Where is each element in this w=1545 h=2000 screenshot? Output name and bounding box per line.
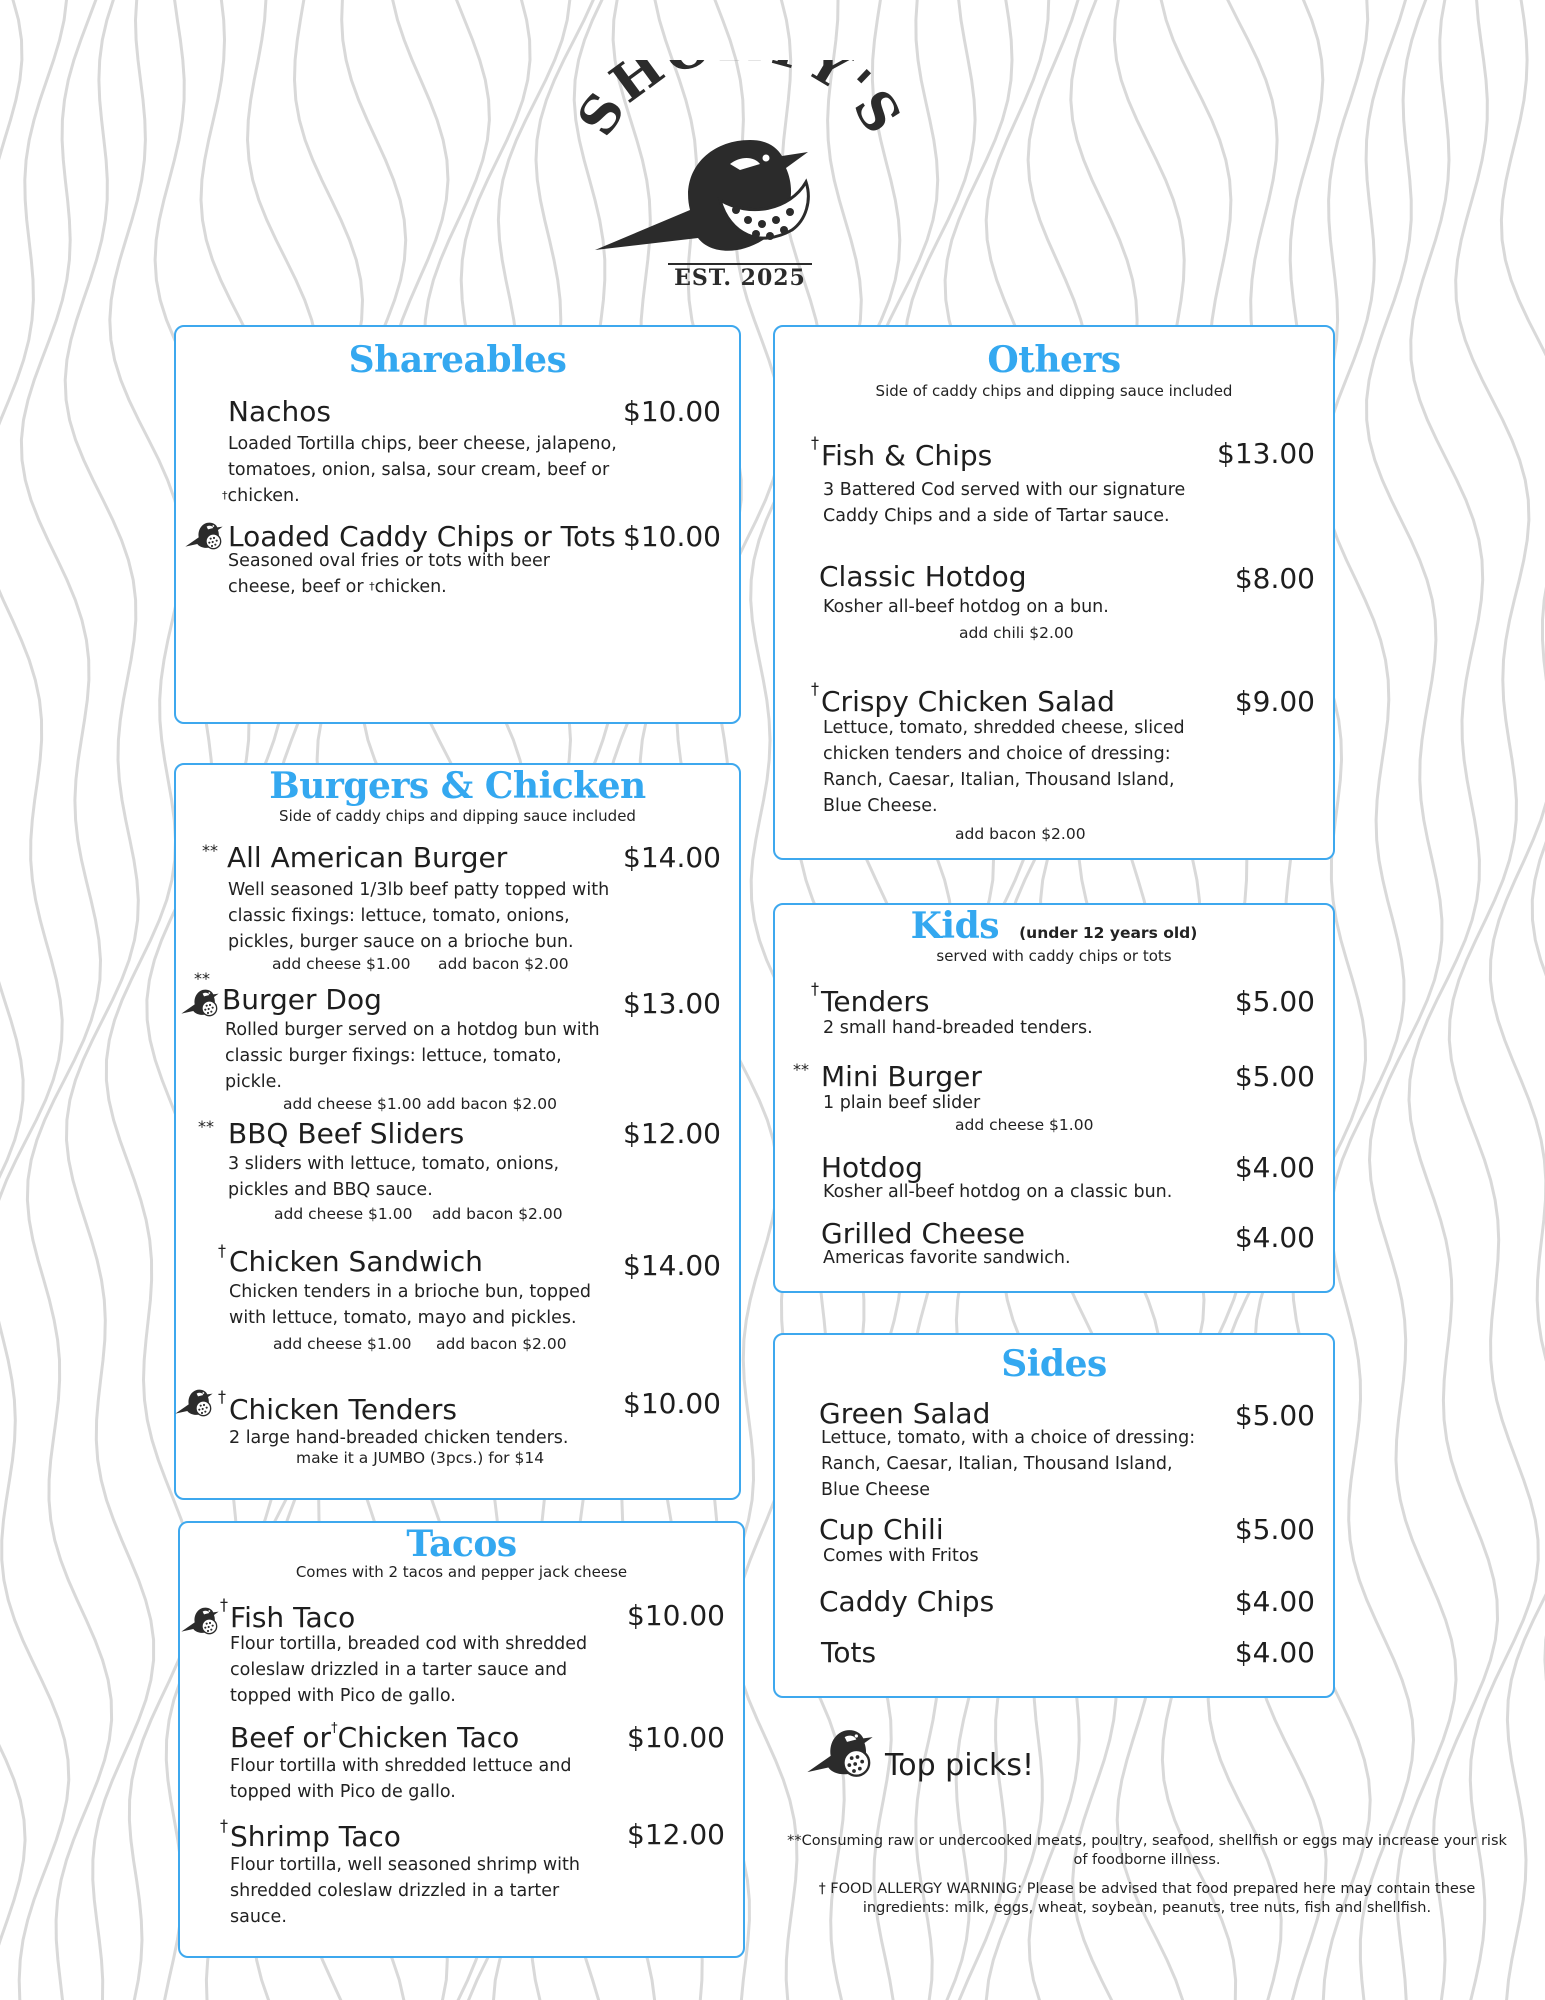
item-description: Loaded Tortilla chips, beer cheese, jalapeno, tomatoes, onion, salsa, sour cream, beef or †chicken.: [222, 434, 617, 506]
item-addon: add chili $2.00: [959, 624, 1074, 642]
top-pick-icon: [174, 1383, 214, 1419]
top-pick-icon: [180, 1601, 220, 1637]
allergy-mark: †: [220, 1595, 228, 1614]
item-name: Grilled Cheese: [821, 1217, 1026, 1250]
item-name: Cup Chili: [819, 1513, 944, 1546]
allergy-mark: †: [218, 1387, 226, 1406]
tacos-title: Tacos: [406, 1523, 517, 1565]
item-name: Burger Dog: [222, 983, 382, 1016]
item-name: Green Salad: [819, 1397, 991, 1430]
kids-title-text: Kids: [910, 905, 1000, 947]
item-price: $13.00: [1217, 437, 1315, 470]
allergy-warning: † FOOD ALLERGY WARNING: Please be advised that food prepared here may contain these ingredients: milk, eggs, wheat, soybean, peanuts, tree nuts, fish and shellfish.: [818, 1881, 1476, 1916]
item-name: Tenders: [821, 985, 930, 1018]
item-addon: make it a JUMBO (3pcs.) for $14: [296, 1449, 545, 1467]
item-addon: add cheese $1.00 add bacon $2.00: [283, 1095, 557, 1113]
item-name: Mini Burger: [821, 1060, 982, 1093]
item-description: Seasoned oval fries or tots with beer cheese, beef or †chicken.: [228, 551, 550, 597]
item-description: Flour tortilla with shredded lettuce and topped with Pico de gallo.: [230, 1756, 572, 1802]
item-name: Classic Hotdog: [819, 560, 1027, 593]
item-price: $4.00: [1234, 1221, 1315, 1254]
background-wave-line: [1367, 0, 1456, 2000]
item-price: $4.00: [1234, 1585, 1315, 1618]
item-name: BBQ Beef Sliders: [228, 1117, 465, 1150]
item-addon: add cheese $1.00: [274, 1205, 413, 1223]
item-price: $14.00: [623, 841, 721, 874]
item-description: 3 sliders with lettuce, tomato, onions, pickles and BBQ sauce.: [228, 1154, 560, 1200]
logo-bird-icon: [570, 60, 910, 270]
allergy-mark: †: [218, 1241, 226, 1260]
item-description: Flour tortilla, well seasoned shrimp with shredded coleslaw drizzled in a tarter sauce.: [230, 1855, 580, 1927]
raw-warning-mark: **: [793, 1060, 809, 1079]
sides-title: Sides: [1001, 1343, 1107, 1385]
top-pick-icon: [184, 516, 224, 552]
item-addon: add bacon $2.00: [432, 1205, 563, 1223]
kids-panel: [773, 903, 1335, 1293]
item-price: $8.00: [1234, 562, 1315, 595]
background-wave-line: [1490, 0, 1545, 2000]
allergy-mark: †: [811, 433, 819, 452]
item-price: $4.00: [1234, 1151, 1315, 1184]
background-wave-line: [1532, 0, 1545, 2000]
background-wave-line: [0, 0, 25, 2000]
item-price: $13.00: [623, 987, 721, 1020]
item-name: Tots: [821, 1636, 877, 1669]
item-description: Kosher all-beef hotdog on a bun.: [823, 597, 1109, 617]
item-price: $10.00: [627, 1599, 725, 1632]
allergy-mark: †: [220, 1816, 228, 1835]
raw-warning-mark: **: [194, 969, 210, 988]
item-name: Shrimp Taco: [230, 1820, 401, 1853]
item-name: Nachos: [228, 395, 331, 428]
raw-food-warning: **Consuming raw or undercooked meats, poultry, seafood, shellfish or eggs may increase your risk of foodborne illness.: [787, 1833, 1507, 1868]
tacos-subtitle: Comes with 2 tacos and pepper jack cheese: [295, 1563, 628, 1581]
raw-warning-mark: **: [202, 841, 218, 860]
burgers-subtitle: Side of caddy chips and dipping sauce included: [279, 807, 636, 825]
item-description: Comes with Fritos: [823, 1546, 979, 1566]
logo: [570, 60, 910, 300]
item-name: Fish & Chips: [821, 439, 993, 472]
item-addon: add bacon $2.00: [438, 955, 569, 973]
kids-age-note: (under 12 years old): [1019, 924, 1198, 942]
background-wave-line: [21, 0, 111, 2000]
others-panel: [773, 325, 1335, 860]
item-description: Lettuce, tomato, with a choice of dressing: Ranch, Caesar, Italian, Thousand Island, Blue Cheese: [821, 1428, 1196, 1500]
item-price: $5.00: [1234, 1399, 1315, 1432]
top-picks-legend: Top picks!: [885, 1748, 1035, 1783]
item-description: Well seasoned 1/3lb beef patty topped with classic fixings: lettuce, tomato, onions, pickles, burger sauce on a brioche bun.: [228, 880, 610, 952]
item-addon: add cheese $1.00: [272, 955, 411, 973]
background-wave-line: [0, 0, 69, 2000]
background-wave-line: [65, 0, 153, 2000]
item-description: 2 small hand-breaded tenders.: [823, 1018, 1093, 1038]
item-name: Caddy Chips: [819, 1585, 995, 1618]
item-description: Chicken tenders in a brioche bun, topped with lettuce, tomato, mayo and pickles.: [229, 1282, 591, 1328]
logo-wordmark: SH Y'S: [570, 60, 910, 147]
item-description: Americas favorite sandwich.: [823, 1248, 1071, 1268]
item-name: All American Burger: [227, 841, 508, 874]
item-price: $14.00: [623, 1249, 721, 1282]
item-addon: add bacon $2.00: [955, 825, 1086, 843]
svg-text:SHORTY'S: [570, 60, 910, 147]
item-name: Crispy Chicken Salad: [821, 685, 1115, 718]
item-price: $10.00: [623, 1387, 721, 1420]
allergy-mark: †: [331, 1721, 338, 1736]
allergy-mark: †: [811, 979, 819, 998]
item-name: Fish Taco: [230, 1601, 356, 1634]
item-price: $10.00: [623, 395, 721, 428]
allergy-mark: †: [222, 489, 228, 502]
burgers-title: Burgers & Chicken: [269, 765, 646, 807]
raw-warning-mark: **: [198, 1117, 214, 1136]
item-addon: add bacon $2.00: [436, 1335, 567, 1353]
top-pick-icon: [180, 983, 220, 1019]
top-pick-icon: [805, 1720, 875, 1780]
burgers-panel: [174, 763, 741, 1500]
item-price: $9.00: [1234, 685, 1315, 718]
item-description: 2 large hand-breaded chicken tenders.: [229, 1428, 569, 1448]
tacos-panel: [178, 1521, 745, 1958]
item-description: Kosher all-beef hotdog on a classic bun.: [823, 1182, 1173, 1202]
item-name: Chicken Sandwich: [229, 1245, 483, 1278]
item-price: $12.00: [623, 1117, 721, 1150]
item-description: Rolled burger served on a hotdog bun with classic burger fixings: lettuce, tomato, pickle.: [225, 1020, 600, 1092]
item-name: Loaded Caddy Chips or Tots: [228, 520, 616, 553]
item-description: Lettuce, tomato, shredded cheese, sliced chicken tenders and choice of dressing: Ranch, Caesar, Italian, Thousand Island, Blue Cheese.: [823, 718, 1185, 816]
item-description: Flour tortilla, breaded cod with shredded coleslaw drizzled in a tarter sauce and topped with Pico de gallo.: [230, 1634, 588, 1706]
item-price: $5.00: [1234, 1060, 1315, 1093]
item-description: 3 Battered Cod served with our signature Caddy Chips and a side of Tartar sauce.: [823, 480, 1186, 526]
kids-title: [775, 905, 1333, 947]
item-name: Chicken Tenders: [229, 1393, 457, 1426]
item-price: $10.00: [627, 1721, 725, 1754]
item-price: $5.00: [1234, 985, 1315, 1018]
others-title: Others: [987, 339, 1121, 381]
shareables-panel: [174, 325, 741, 724]
item-name: Beef or†Chicken Taco: [230, 1721, 520, 1754]
item-price: $12.00: [627, 1818, 725, 1851]
sides-panel: [773, 1333, 1335, 1698]
allergy-mark: †: [369, 580, 375, 593]
kids-subtitle: served with caddy chips or tots: [936, 947, 1172, 965]
others-subtitle: Side of caddy chips and dipping sauce included: [875, 382, 1233, 400]
item-price: $10.00: [623, 520, 721, 553]
allergy-mark: †: [818, 1881, 826, 1897]
allergy-mark: †: [811, 679, 819, 698]
item-price: $4.00: [1234, 1636, 1315, 1669]
item-name: Hotdog: [821, 1151, 923, 1184]
shareables-title: Shareables: [348, 339, 567, 381]
item-addon: add cheese $1.00: [955, 1116, 1094, 1134]
item-price: $5.00: [1234, 1513, 1315, 1546]
item-addon: add cheese $1.00: [273, 1335, 412, 1353]
established-text: EST. 2025: [674, 265, 806, 291]
item-description: 1 plain beef slider: [823, 1093, 981, 1113]
